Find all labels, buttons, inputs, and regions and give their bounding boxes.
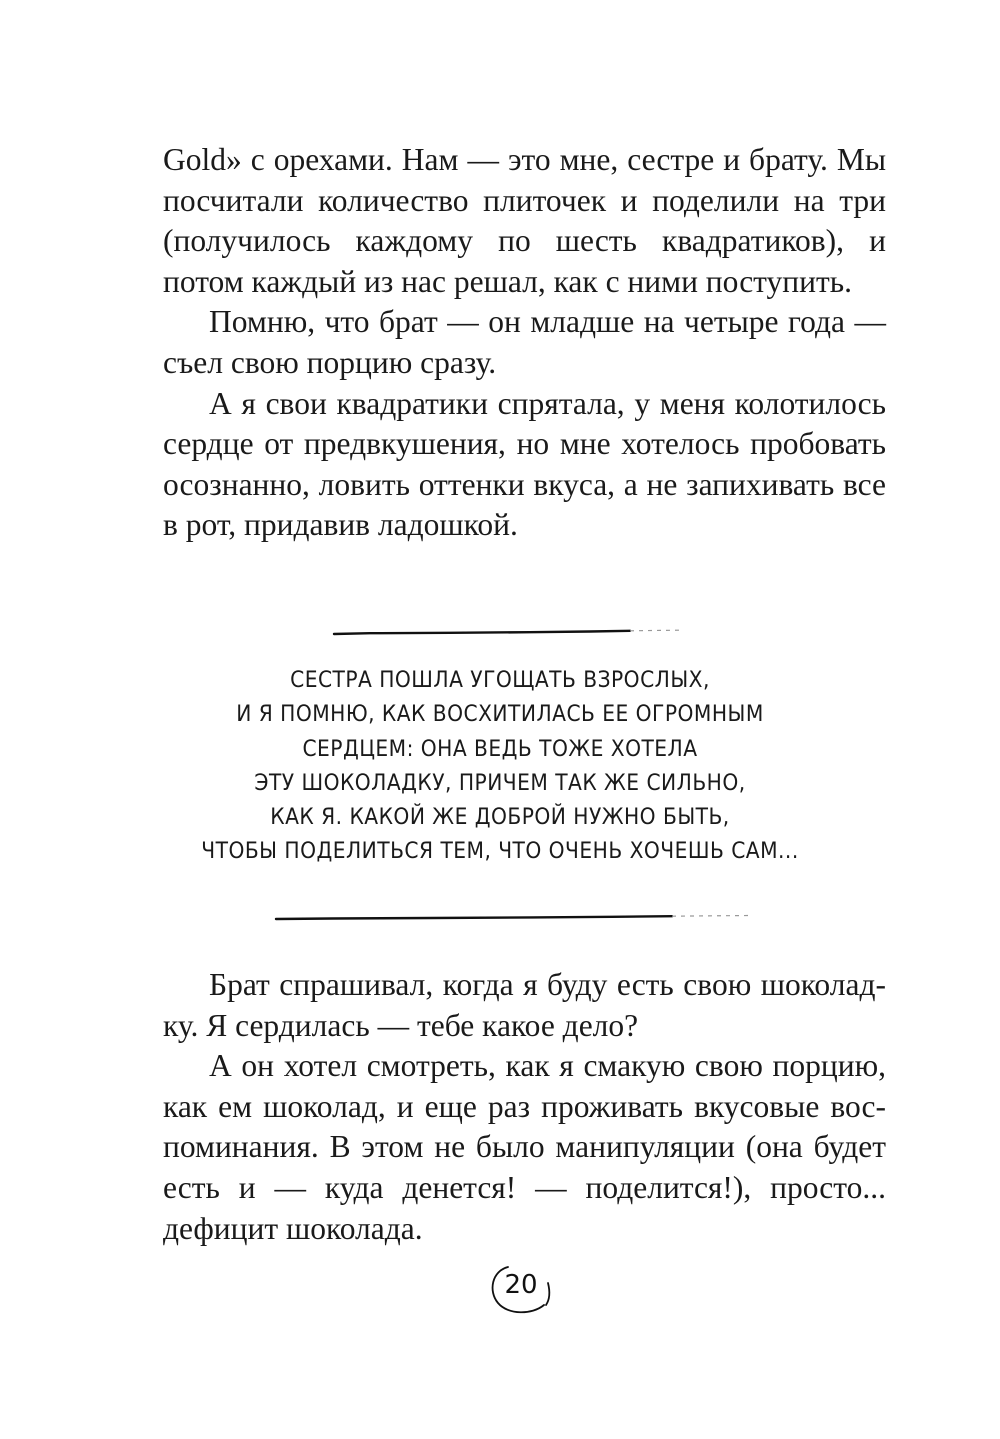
paragraph: Gold» с орехами. Нам — это мне, сестре и брату. Мы посчитали количество плиточек и поделили на три (получилось каждому по шесть квадратиков), и потом каждый из нас решал, как с ними поступить. xyxy=(163,142,886,299)
paragraph: Помню, что брат — он младше на четыре года — съел свою порцию сразу. xyxy=(163,304,886,380)
quote-line: ЭТУ ШОКОЛАДКУ, ПРИЧЕМ ТАК ЖЕ СИЛЬНО, xyxy=(254,770,746,796)
quote-line: СЕСТРА ПОШЛА УГОЩАТЬ ВЗРОСЛЫХ, xyxy=(290,668,710,693)
paragraph: Брат спрашивал, когда я буду есть свою шоколадку. Я сердилась — тебе какое дело? xyxy=(163,967,886,1043)
page-number-text: 20 xyxy=(504,1270,538,1300)
text-block-bottom xyxy=(163,965,886,1249)
quote-line: ЧТОБЫ ПОДЕЛИТЬСЯ ТЕМ, ЧТО ОЧЕНЬ ХОЧЕШЬ САМ... xyxy=(201,839,799,865)
quote-line: КАК Я. КАКОЙ ЖЕ ДОБРОЙ НУЖНО БЫТЬ, xyxy=(270,805,730,831)
pull-quote xyxy=(178,664,822,870)
quote-line: И Я ПОМНЮ, КАК ВОСХИТИЛАСЬ ЕЕ ОГРОМНЫМ xyxy=(236,702,764,728)
quote-divider-bottom xyxy=(272,906,772,926)
paragraph: А он хотел смотреть, как я смакую свою порцию, как ем шоколад, и еще раз проживать вкусовые воспоминания. В этом не было манипуляции (она будет есть и — куда денется! — поделится!), просто... дефицит шоколада. xyxy=(163,1048,886,1246)
quote-line: СЕРДЦЕМ: ОНА ВЕДЬ ТОЖЕ ХОТЕЛА xyxy=(302,736,698,762)
quote-divider-top xyxy=(330,622,700,642)
text-block-top xyxy=(163,140,886,546)
page-number xyxy=(486,1261,556,1317)
paragraph: А я свои квадратики спрятала, у меня колотилось сердце от предвкушения, но мне хотелось пробовать осознанно, ловить оттенки вкуса, а не запихивать все в рот, придавив ладошкой. xyxy=(163,385,886,543)
